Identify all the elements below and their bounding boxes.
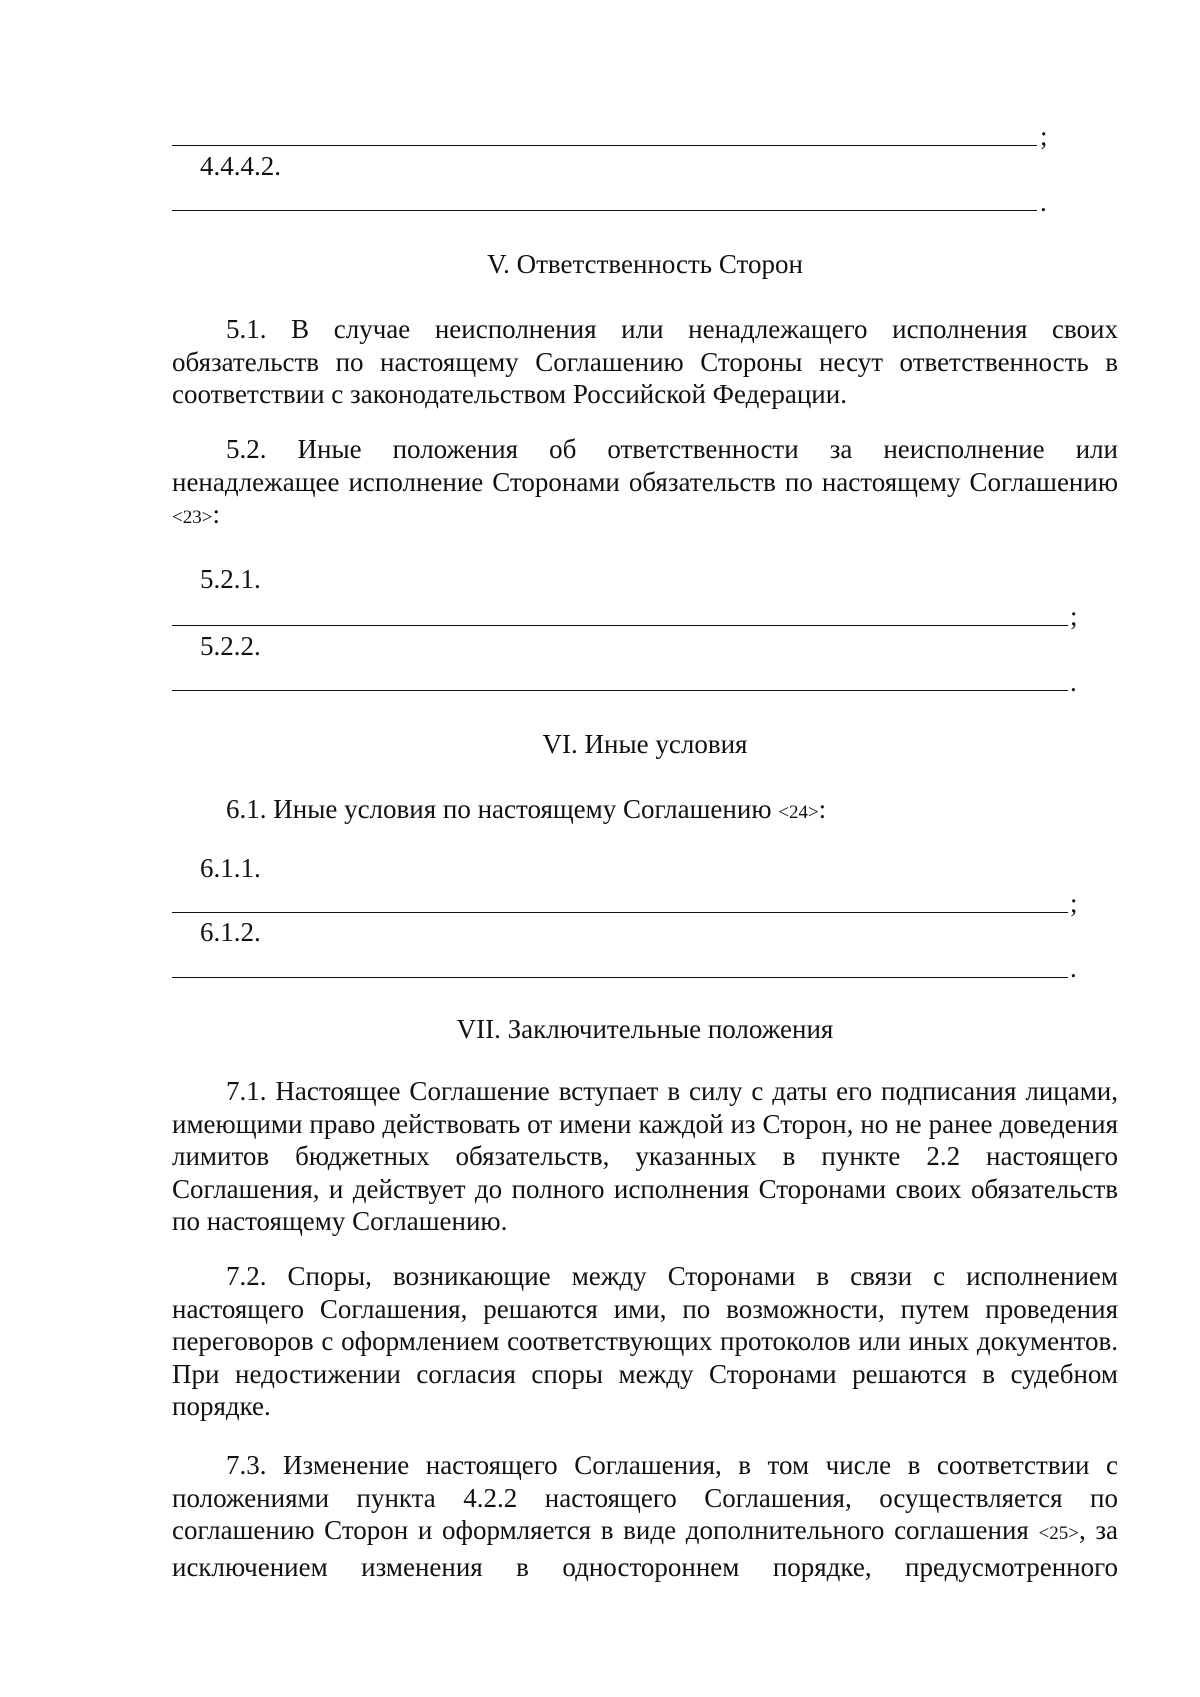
paragraph-5-2-text: 5.2. Иные положения об ответственности за неисполнение или ненадлежащее исполнение Сторонами обязательств по настоящему Соглашению xyxy=(172,434,1118,497)
fill-in-line xyxy=(172,145,1037,146)
item-number-4-4-4-2: 4.4.4.2. xyxy=(200,151,281,181)
line-end-mark: . xyxy=(1070,667,1077,697)
paragraph-6-1 xyxy=(172,793,1118,830)
paragraph-6-1-colon: : xyxy=(818,794,827,824)
item-number-5-2-2: 5.2.2. xyxy=(200,631,261,661)
line-end-mark: . xyxy=(1040,187,1047,217)
footnote-ref-25: <25> xyxy=(1038,1523,1079,1544)
fill-in-line xyxy=(172,210,1037,211)
paragraph-5-2-colon: : xyxy=(212,499,220,529)
fill-in-line xyxy=(172,690,1068,691)
item-number-5-2-1: 5.2.1. xyxy=(200,564,261,594)
section-heading-v: V. Ответственность Сторон xyxy=(487,249,803,279)
paragraph-5-1: 5.1. В случае неисполнения или ненадлежащего исполнения своих обязательств по настоящему Соглашению Стороны несут ответственность в соответствии с законодательством Российской Федерации. xyxy=(172,314,1118,409)
paragraph-7-2: 7.2. Споры, возникающие между Сторонами в связи с исполнением настоящего Соглашения, решаются ими, по возможности, путем проведения переговоров с оформлением соответствующих протоколов или иных документов. При недостижении согласия споры между Сторонами решаются в судебном порядке. xyxy=(172,1261,1118,1421)
paragraph-5-2 xyxy=(172,433,1118,535)
footnote-ref-24: <24> xyxy=(778,802,819,823)
line-end-mark: . xyxy=(1070,953,1077,983)
paragraph-7-3-text-a: 7.3. Изменение настоящего Соглашения, в том числе в соответствии с положениями пункта 4.2.2 настоящего Соглашения, осуществляется по соглашению Сторон и оформляется в виде дополнительного соглашения xyxy=(172,1450,1118,1545)
line-end-mark: ; xyxy=(1070,888,1078,918)
line-end-mark: ; xyxy=(1040,121,1048,151)
paragraph-7-3 xyxy=(172,1449,1118,1583)
line-end-mark: ; xyxy=(1070,601,1078,631)
section-heading-vii: VII. Заключительные положения xyxy=(456,1014,834,1044)
fill-in-line xyxy=(172,977,1068,978)
paragraph-6-1-text: 6.1. Иные условия по настоящему Соглашению xyxy=(226,794,772,824)
item-number-6-1-2: 6.1.2. xyxy=(200,917,261,947)
paragraph-7-1: 7.1. Настоящее Соглашение вступает в силу с даты его подписания лицами, имеющими право действовать от имени каждой из Сторон, но не ранее доведения лимитов бюджетных обязательств, указанных в пункте 2.2 настоящего Соглашения, и действует до полного исполнения Сторонами своих обязательств по настоящему Соглашению. xyxy=(172,1076,1118,1236)
section-heading-vi: VI. Иные условия xyxy=(542,729,748,759)
paragraph-7-3-text-b: , за исключением изменения в одностороннем порядке, предусмотренного xyxy=(172,1515,1119,1582)
fill-in-line xyxy=(172,625,1068,626)
footnote-ref-23: <23> xyxy=(172,507,213,528)
fill-in-line xyxy=(172,912,1068,913)
item-number-6-1-1: 6.1.1. xyxy=(200,853,261,883)
